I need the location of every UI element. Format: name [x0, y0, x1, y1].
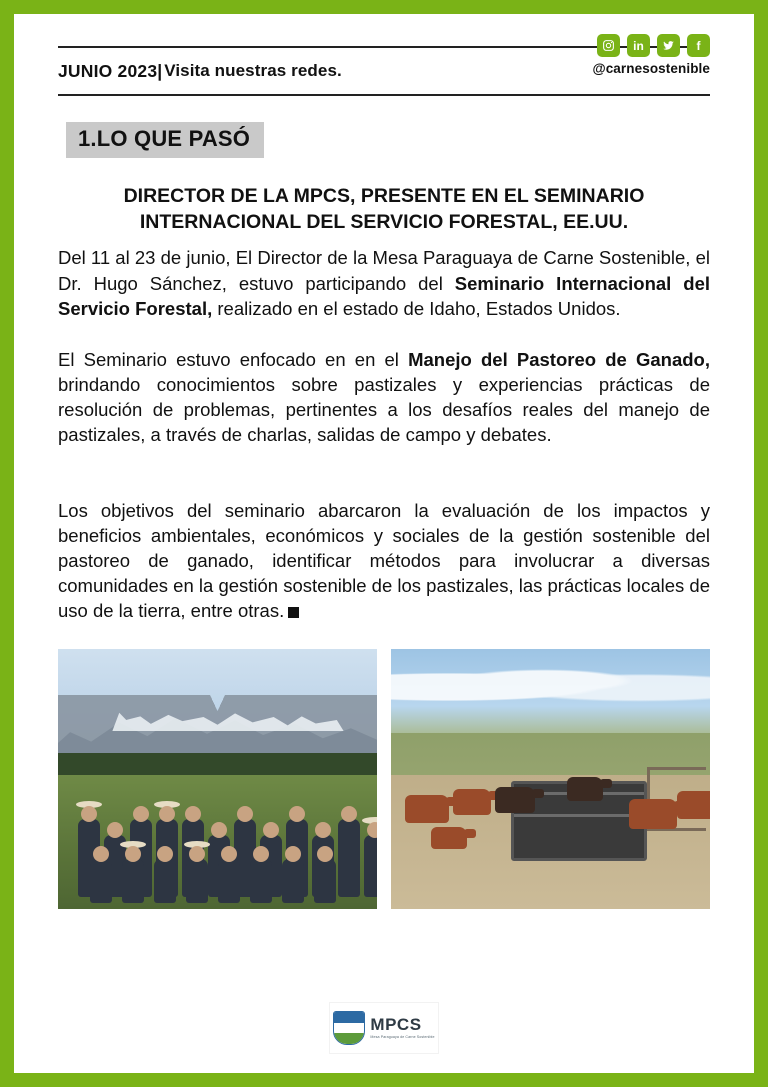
- header-date: JUNIO 2023: [58, 60, 158, 81]
- mpcs-logo: [330, 1003, 438, 1053]
- paragraph-1-text-a: Del 11 al 23 de junio, El Director de la Mesa Paraguaya de Carne Sostenible, el Dr. Hugo Sánchez, estuvo participando del: [58, 247, 710, 294]
- cow: [567, 777, 603, 801]
- article-title-line-2: INTERNACIONAL DEL SERVICIO FORESTAL, EE.UU.: [139, 210, 629, 233]
- social-handle: @carnesostenible: [592, 61, 710, 76]
- linkedin-icon[interactable]: in: [627, 34, 650, 57]
- logo-main-text: MPCS: [370, 1015, 422, 1035]
- social-block: [592, 34, 710, 76]
- article-paragraph-1: [58, 245, 710, 320]
- paragraph-2-text-b: brindando conocimientos sobre pastizales y experiencias prácticas de resolución de problemas, pertinentes a los desafíos reales del manejo de pastizales, a través de charlas, salidas de campo y debates.: [58, 374, 710, 446]
- facebook-icon[interactable]: f: [687, 34, 710, 57]
- photo-group-mountains: [58, 649, 377, 909]
- logo-sub-text: Mesa Paraguaya de Carne Sostenible: [370, 1035, 435, 1040]
- page-inner: [14, 14, 754, 1073]
- header-separator: |: [157, 60, 163, 81]
- cow: [629, 799, 677, 829]
- social-icons: [597, 34, 710, 57]
- twitter-icon[interactable]: [657, 34, 680, 57]
- section-tag-wrap: [58, 122, 710, 158]
- article-paragraph-3: [58, 498, 710, 624]
- instagram-icon[interactable]: [597, 34, 620, 57]
- logo-badge-icon: [333, 1011, 365, 1045]
- photo-cattle-pasture: [391, 649, 710, 909]
- end-mark-icon: [288, 607, 299, 618]
- logo-text: [370, 1016, 434, 1040]
- paragraph-3-text: Los objetivos del seminario abarcaron la evaluación de los impactos y beneficios ambientales, económicos y sociales de la gestión sostenible del pastoreo de ganado, identificar métodos para involucrar a diversas comunidades en la gestión sostenible de los pastizales, las prácticas locales de uso de la tierra, entre otras.: [58, 499, 710, 622]
- cow: [495, 787, 535, 813]
- cow: [405, 795, 449, 823]
- header-tagline: Visita nuestras redes.: [164, 61, 342, 80]
- paragraph-1-text-b: realizado en el estado de Idaho, Estados Unidos.: [212, 297, 621, 319]
- cow: [677, 791, 710, 819]
- paragraph-1-bold: Seminario Internacional del Servicio Forestal,: [58, 272, 711, 319]
- paragraph-2-text-a: El Seminario estuvo enfocado en en el: [58, 348, 409, 370]
- cow: [453, 789, 491, 815]
- group-of-people: [74, 779, 361, 897]
- newsletter-header: [58, 38, 710, 96]
- article-title-line-1: DIRECTOR DE LA MPCS, PRESENTE EN EL SEMINARIO: [123, 185, 645, 207]
- photo-row: [58, 649, 710, 909]
- clouds: [391, 663, 710, 703]
- section-tag: 1.LO QUE PASÓ: [66, 122, 264, 158]
- article-paragraph-2: [58, 347, 710, 448]
- cow: [431, 827, 467, 849]
- page-title: [58, 184, 710, 235]
- paragraph-2-bold: Manejo del Pastoreo de Ganado,: [408, 348, 710, 370]
